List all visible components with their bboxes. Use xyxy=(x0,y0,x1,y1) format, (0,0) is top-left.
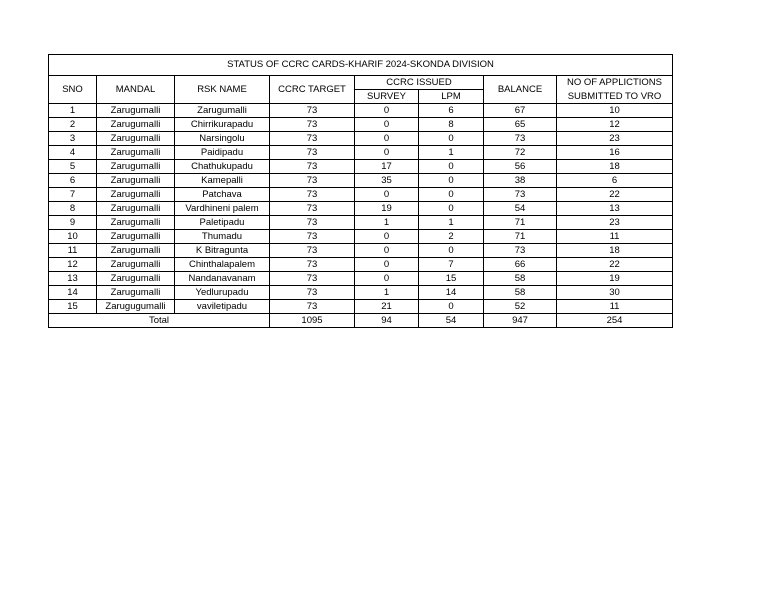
cell-survey: 0 xyxy=(355,272,419,286)
cell-lpm: 0 xyxy=(419,244,484,258)
table-row xyxy=(49,118,673,132)
cell-ccrc-target: 73 xyxy=(270,188,355,202)
cell-rsk-name: Chirrikurapadu xyxy=(175,118,270,132)
header-balance: BALANCE xyxy=(484,76,557,104)
cell-survey: 0 xyxy=(355,146,419,160)
cell-lpm: 8 xyxy=(419,118,484,132)
cell-sno: 6 xyxy=(49,174,97,188)
cell-mandal: Zarugugumalli xyxy=(97,300,175,314)
table-row xyxy=(49,132,673,146)
cell-sno: 5 xyxy=(49,160,97,174)
table-row xyxy=(49,272,673,286)
cell-rsk-name: Paidipadu xyxy=(175,146,270,160)
cell-mandal: Zarugumalli xyxy=(97,160,175,174)
cell-mandal: Zarugumalli xyxy=(97,188,175,202)
header-rsk-name: RSK NAME xyxy=(175,76,270,104)
cell-ccrc-target: 73 xyxy=(270,216,355,230)
cell-applications: 23 xyxy=(557,132,673,146)
cell-rsk-name: Nandanavanam xyxy=(175,272,270,286)
ccrc-status-table xyxy=(48,54,673,328)
cell-ccrc-target: 73 xyxy=(270,300,355,314)
table-row xyxy=(49,202,673,216)
cell-balance: 38 xyxy=(484,174,557,188)
cell-balance: 73 xyxy=(484,132,557,146)
cell-balance: 65 xyxy=(484,118,557,132)
cell-ccrc-target: 73 xyxy=(270,230,355,244)
cell-sno: 10 xyxy=(49,230,97,244)
cell-balance: 72 xyxy=(484,146,557,160)
cell-lpm: 0 xyxy=(419,174,484,188)
cell-lpm: 14 xyxy=(419,286,484,300)
cell-applications: 11 xyxy=(557,230,673,244)
cell-balance: 71 xyxy=(484,216,557,230)
cell-applications: 6 xyxy=(557,174,673,188)
cell-ccrc-target: 73 xyxy=(270,104,355,118)
cell-survey: 19 xyxy=(355,202,419,216)
cell-applications: 22 xyxy=(557,258,673,272)
cell-balance: 67 xyxy=(484,104,557,118)
header-ccrc-issued: CCRC ISSUED xyxy=(355,76,484,90)
cell-survey: 0 xyxy=(355,230,419,244)
header-applications xyxy=(557,76,673,104)
total-label: Total xyxy=(49,314,270,328)
table-row xyxy=(49,174,673,188)
header-survey: SURVEY xyxy=(355,90,419,104)
table-row xyxy=(49,216,673,230)
cell-balance: 66 xyxy=(484,258,557,272)
cell-mandal: Zarugumalli xyxy=(97,118,175,132)
cell-ccrc-target: 73 xyxy=(270,202,355,216)
total-ccrc-target: 1095 xyxy=(270,314,355,328)
cell-mandal: Zarugumalli xyxy=(97,258,175,272)
table-row xyxy=(49,160,673,174)
cell-applications: 22 xyxy=(557,188,673,202)
cell-balance: 56 xyxy=(484,160,557,174)
cell-balance: 52 xyxy=(484,300,557,314)
cell-survey: 0 xyxy=(355,132,419,146)
cell-applications: 16 xyxy=(557,146,673,160)
table-row xyxy=(49,300,673,314)
cell-survey: 0 xyxy=(355,244,419,258)
cell-survey: 1 xyxy=(355,286,419,300)
total-lpm: 54 xyxy=(419,314,484,328)
cell-sno: 1 xyxy=(49,104,97,118)
cell-applications: 23 xyxy=(557,216,673,230)
cell-sno: 2 xyxy=(49,118,97,132)
spreadsheet-page xyxy=(48,54,672,328)
cell-balance: 73 xyxy=(484,188,557,202)
cell-mandal: Zarugumalli xyxy=(97,230,175,244)
cell-mandal: Zarugumalli xyxy=(97,202,175,216)
cell-rsk-name: Zarugumalli xyxy=(175,104,270,118)
cell-lpm: 0 xyxy=(419,300,484,314)
cell-mandal: Zarugumalli xyxy=(97,132,175,146)
cell-rsk-name: Paletipadu xyxy=(175,216,270,230)
cell-rsk-name: Chinthalapalem xyxy=(175,258,270,272)
cell-balance: 58 xyxy=(484,272,557,286)
cell-ccrc-target: 73 xyxy=(270,118,355,132)
cell-lpm: 0 xyxy=(419,188,484,202)
cell-mandal: Zarugumalli xyxy=(97,146,175,160)
table-row xyxy=(49,244,673,258)
cell-lpm: 0 xyxy=(419,160,484,174)
cell-lpm: 7 xyxy=(419,258,484,272)
table-row xyxy=(49,286,673,300)
cell-lpm: 2 xyxy=(419,230,484,244)
total-row xyxy=(49,314,673,328)
table-row xyxy=(49,188,673,202)
cell-ccrc-target: 73 xyxy=(270,272,355,286)
table-row xyxy=(49,146,673,160)
cell-survey: 21 xyxy=(355,300,419,314)
cell-applications: 18 xyxy=(557,244,673,258)
cell-sno: 14 xyxy=(49,286,97,300)
cell-survey: 1 xyxy=(355,216,419,230)
cell-rsk-name: Thumadu xyxy=(175,230,270,244)
cell-rsk-name: Chathukupadu xyxy=(175,160,270,174)
total-applications: 254 xyxy=(557,314,673,328)
table-title: STATUS OF CCRC CARDS-KHARIF 2024-SKONDA DIVISION xyxy=(49,55,673,76)
cell-applications: 13 xyxy=(557,202,673,216)
table-row xyxy=(49,230,673,244)
cell-applications: 12 xyxy=(557,118,673,132)
header-lpm: LPM xyxy=(419,90,484,104)
cell-sno: 9 xyxy=(49,216,97,230)
cell-sno: 15 xyxy=(49,300,97,314)
cell-survey: 35 xyxy=(355,174,419,188)
cell-ccrc-target: 73 xyxy=(270,286,355,300)
cell-balance: 54 xyxy=(484,202,557,216)
cell-sno: 3 xyxy=(49,132,97,146)
total-survey: 94 xyxy=(355,314,419,328)
header-applications-line1: NO OF APPLICTIONS xyxy=(566,77,663,89)
header-mandal: MANDAL xyxy=(97,76,175,104)
cell-rsk-name: K Bitragunta xyxy=(175,244,270,258)
cell-ccrc-target: 73 xyxy=(270,174,355,188)
cell-sno: 12 xyxy=(49,258,97,272)
cell-survey: 0 xyxy=(355,118,419,132)
header-applications-line2: SUBMITTED TO VRO xyxy=(567,90,662,102)
cell-lpm: 1 xyxy=(419,146,484,160)
cell-applications: 30 xyxy=(557,286,673,300)
cell-ccrc-target: 73 xyxy=(270,146,355,160)
cell-rsk-name: Vardhineni palem xyxy=(175,202,270,216)
header-sno: SNO xyxy=(49,76,97,104)
cell-balance: 58 xyxy=(484,286,557,300)
cell-mandal: Zarugumalli xyxy=(97,216,175,230)
cell-ccrc-target: 73 xyxy=(270,160,355,174)
cell-rsk-name: Patchava xyxy=(175,188,270,202)
cell-applications: 18 xyxy=(557,160,673,174)
cell-lpm: 0 xyxy=(419,132,484,146)
total-balance: 947 xyxy=(484,314,557,328)
cell-balance: 71 xyxy=(484,230,557,244)
cell-ccrc-target: 73 xyxy=(270,244,355,258)
cell-applications: 11 xyxy=(557,300,673,314)
cell-ccrc-target: 73 xyxy=(270,132,355,146)
cell-lpm: 0 xyxy=(419,202,484,216)
cell-applications: 10 xyxy=(557,104,673,118)
cell-sno: 7 xyxy=(49,188,97,202)
cell-mandal: Zarugumalli xyxy=(97,174,175,188)
cell-lpm: 15 xyxy=(419,272,484,286)
cell-sno: 8 xyxy=(49,202,97,216)
cell-mandal: Zarugumalli xyxy=(97,272,175,286)
table-row xyxy=(49,258,673,272)
cell-lpm: 6 xyxy=(419,104,484,118)
cell-applications: 19 xyxy=(557,272,673,286)
cell-mandal: Zarugumalli xyxy=(97,104,175,118)
table-row xyxy=(49,104,673,118)
cell-mandal: Zarugumalli xyxy=(97,286,175,300)
cell-survey: 0 xyxy=(355,258,419,272)
cell-lpm: 1 xyxy=(419,216,484,230)
cell-mandal: Zarugumalli xyxy=(97,244,175,258)
cell-rsk-name: vaviletipadu xyxy=(175,300,270,314)
cell-ccrc-target: 73 xyxy=(270,258,355,272)
cell-rsk-name: Narsingolu xyxy=(175,132,270,146)
header-ccrc-target: CCRC TARGET xyxy=(270,76,355,104)
cell-sno: 13 xyxy=(49,272,97,286)
cell-sno: 4 xyxy=(49,146,97,160)
cell-balance: 73 xyxy=(484,244,557,258)
cell-survey: 0 xyxy=(355,188,419,202)
cell-rsk-name: Kamepalli xyxy=(175,174,270,188)
cell-survey: 17 xyxy=(355,160,419,174)
cell-rsk-name: Yedlurupadu xyxy=(175,286,270,300)
cell-survey: 0 xyxy=(355,104,419,118)
cell-sno: 11 xyxy=(49,244,97,258)
